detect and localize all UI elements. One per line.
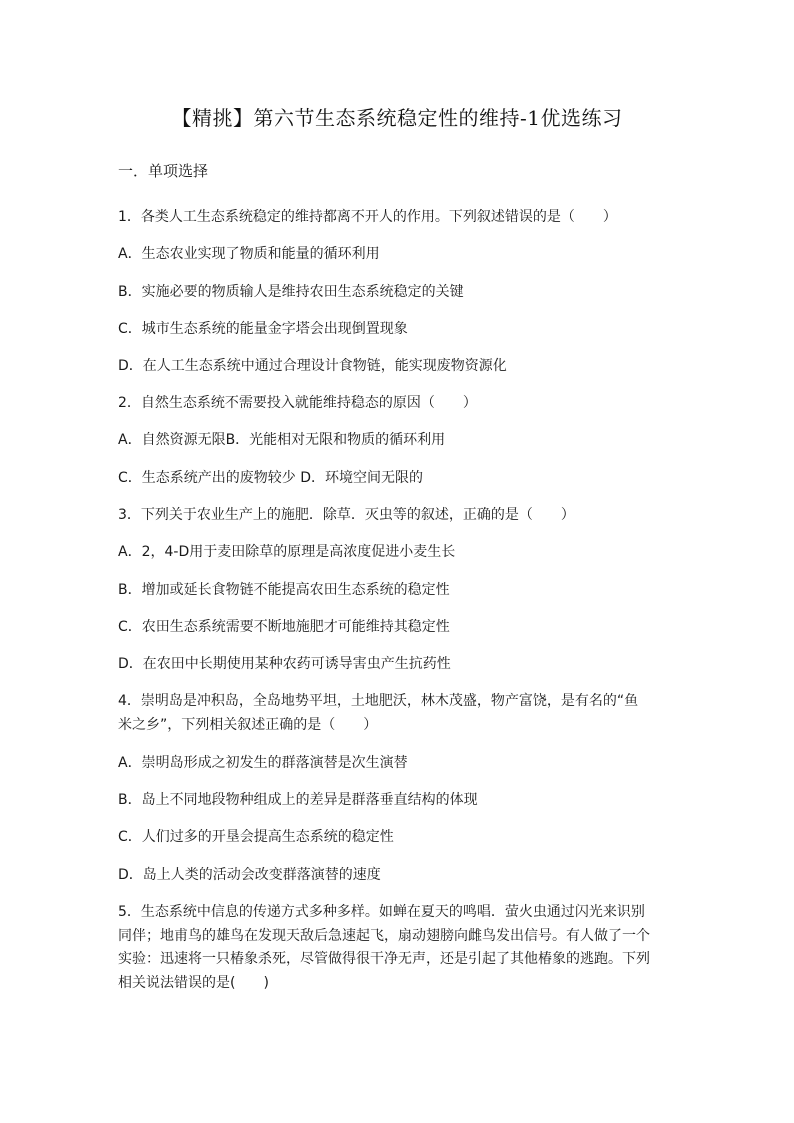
question-1-option-d: D．在人工生态系统中通过合理设计食物链，能实现废物资源化 — [118, 358, 507, 374]
question-5-stem-line-2: 同伴；地甫鸟的雄鸟在发现天敌后急速起飞，扇动翅膀向雌鸟发出信号。有人做了一个 — [118, 928, 650, 944]
question-5-stem-line-3: 实验：迅速将一只椿象杀死，尽管做得很干净无声，还是引起了其他椿象的逃跑。下列 — [118, 951, 650, 967]
question-3-option-c: C．农田生态系统需要不断地施肥才可能维持其稳定性 — [118, 619, 450, 635]
question-2-stem: 2．自然生态系统不需要投入就能维持稳态的原因（ ） — [118, 395, 477, 411]
question-4-option-d: D．岛上人类的活动会改变群落演替的速度 — [118, 867, 381, 883]
question-1-option-b: B．实施必要的物质输人是维持农田生态系统稳定的关键 — [118, 284, 464, 300]
question-4-option-a: A．崇明岛形成之初发生的群落演替是次生演替 — [118, 755, 408, 771]
question-4-stem-line-1: 4．崇明岛是冲积岛，全岛地势平坦，土地肥沃，林木茂盛，物产富饶，是有名的“鱼 — [118, 693, 639, 709]
question-3-option-b: B．增加或延长食物链不能提高农田生态系统的稳定性 — [118, 582, 450, 598]
question-3-option-d: D．在农田中长期使用某种农药可诱导害虫产生抗药性 — [118, 656, 451, 672]
question-4-option-c: C．人们过多的开垦会提高生态系统的稳定性 — [118, 829, 394, 845]
question-5-stem-line-1: 5．生态系统中信息的传递方式多种多样。如蝉在夏天的鸣唱．萤火虫通过闪光来识别 — [118, 904, 645, 920]
question-5-stem-line-4: 相关说法错误的是( ) — [118, 975, 269, 991]
question-1-option-a: A．生态农业实现了物质和能量的循环利用 — [118, 246, 380, 262]
question-2-option-cd: C．生态系统产出的废物较少 D．环境空间无限的 — [118, 470, 424, 486]
question-1-option-c: C．城市生态系统的能量金字塔会出现倒置现象 — [118, 321, 408, 337]
question-1-stem: 1．各类人工生态系统稳定的维持都离不开人的作用。下列叙述错误的是（ ） — [118, 209, 617, 225]
question-4-option-b: B．岛上不同地段物种组成上的差异是群落垂直结构的体现 — [118, 792, 478, 808]
question-3-option-a: A．2，4-D用于麦田除草的原理是高浓度促进小麦生长 — [118, 544, 456, 560]
question-2-option-ab: A．自然资源无限B．光能相对无限和物质的循环利用 — [118, 432, 446, 448]
document-title: 【精挑】第六节生态系统稳定性的维持-1优选练习 — [171, 106, 623, 130]
question-3-stem: 3．下列关于农业生产上的施肥．除草．灭虫等的叙述，正确的是（ ） — [118, 507, 575, 523]
section-heading: 一．单项选择 — [118, 162, 209, 180]
question-4-stem-line-2: 米之乡”，下列相关叙述正确的是（ ） — [118, 717, 378, 733]
